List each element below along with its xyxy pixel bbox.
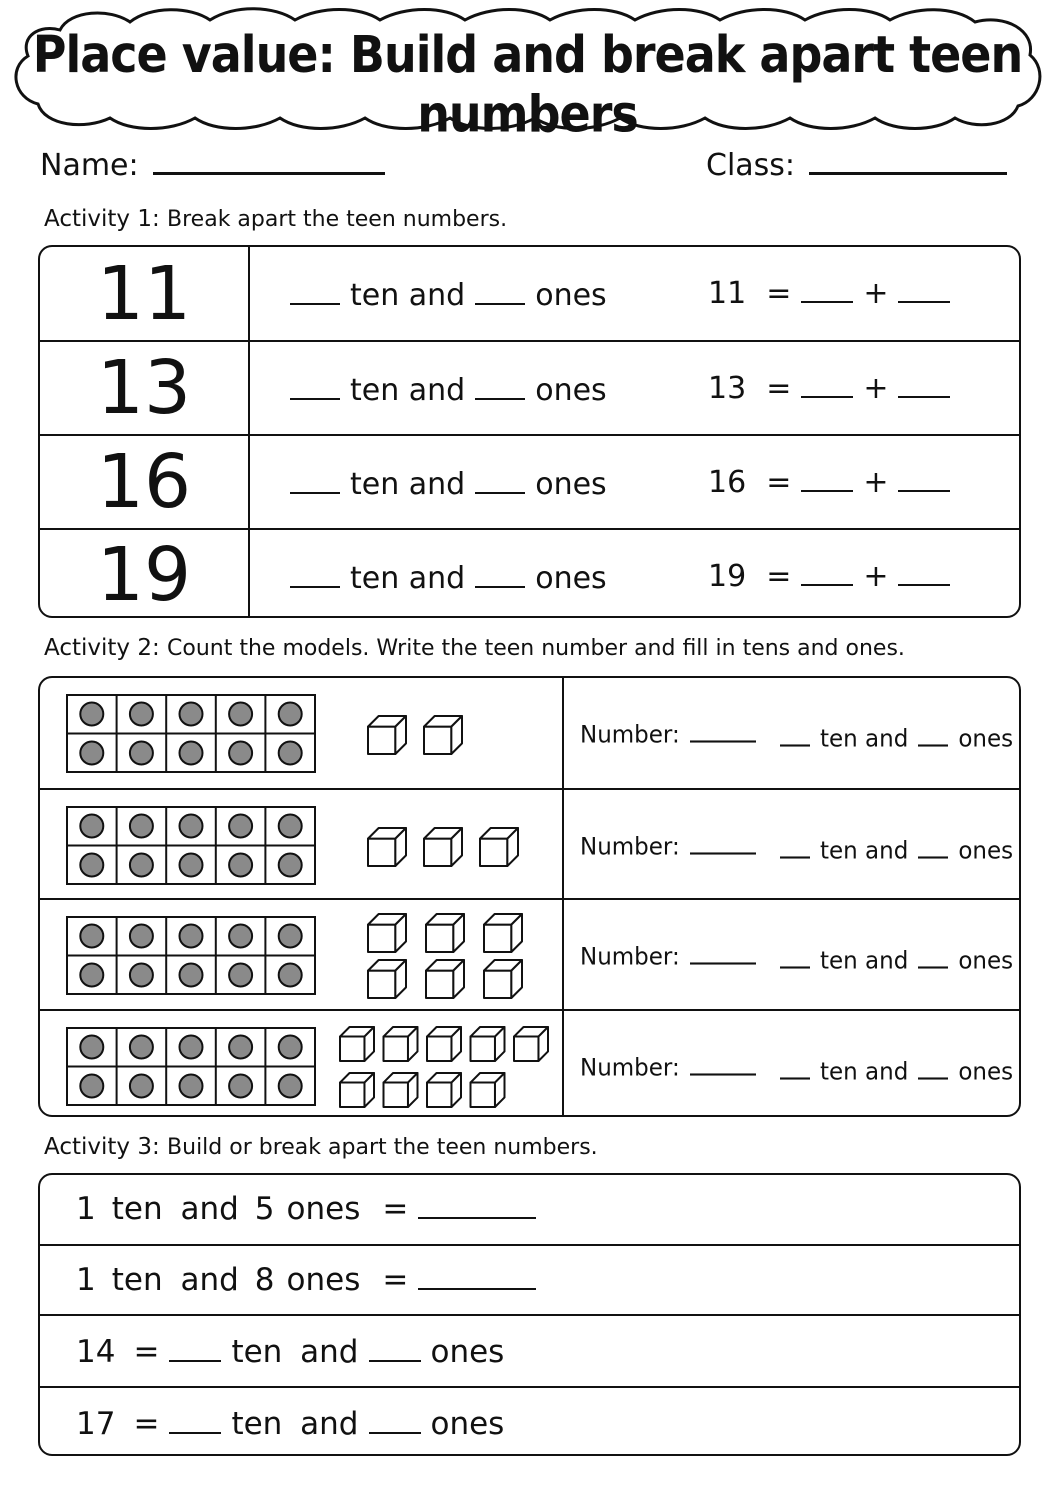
ten-frame (66, 806, 316, 886)
ones-text: ones (286, 1191, 361, 1227)
ones-value: 8 (254, 1262, 275, 1298)
tens-blank[interactable] (780, 939, 810, 968)
counter-dot (180, 1036, 203, 1059)
sentence (76, 1406, 504, 1442)
activity3-row (40, 1175, 1019, 1244)
ones-text: ones (286, 1262, 361, 1298)
unit-cube (368, 960, 406, 998)
unit-cube (340, 1027, 374, 1061)
counter-dot (80, 964, 103, 987)
plus-sign: + (863, 559, 889, 594)
counter-dot (229, 964, 252, 987)
activity1-label: Activity 1: (44, 206, 160, 232)
activity2-row (40, 678, 1019, 788)
column-divider (562, 900, 564, 1009)
ten-and-text: ten and (820, 1058, 909, 1086)
tens-blank[interactable] (780, 829, 810, 858)
column-divider (562, 1011, 564, 1117)
unit-cube (426, 914, 464, 952)
counter-dot (180, 964, 203, 987)
addend-blank[interactable] (801, 370, 853, 398)
ten-frame (66, 694, 316, 774)
number-label: Number: (580, 943, 680, 971)
counter-dot (130, 1075, 153, 1098)
counter-dot (279, 815, 302, 838)
ten-and-text: ten and (111, 1191, 239, 1227)
tens-blank[interactable] (290, 277, 340, 305)
activity3-row (40, 1314, 1019, 1386)
ones-value: 5 (254, 1191, 275, 1227)
ones-blank[interactable] (918, 939, 948, 968)
tens-blank[interactable] (290, 372, 340, 400)
ones-blank[interactable] (918, 829, 948, 858)
activity1-row (40, 434, 1019, 528)
counter-dot (229, 854, 252, 877)
ten-ones-sentence (280, 277, 607, 313)
counter-dot (279, 742, 302, 765)
activity1-heading (44, 206, 507, 232)
ten-ones-sentence (770, 717, 1013, 753)
number-blank[interactable] (690, 935, 756, 964)
ten-ones-sentence (770, 1050, 1013, 1086)
name-label: Name: (40, 148, 139, 183)
teen-number: 19 (40, 530, 250, 618)
unit-cube (384, 1073, 418, 1107)
column-divider (562, 678, 564, 788)
activity3-row (40, 1244, 1019, 1314)
counter-dot (130, 1036, 153, 1059)
counter-dot (80, 815, 103, 838)
unit-cube (368, 828, 406, 866)
tens-blank[interactable] (780, 1050, 810, 1079)
ones-blank[interactable] (475, 372, 525, 400)
ones-text: ones (535, 373, 607, 408)
addend-blank[interactable] (898, 464, 950, 492)
plus-sign: + (863, 276, 889, 311)
unit-cube (471, 1027, 505, 1061)
equation-number: 13 (708, 371, 747, 406)
equals-sign: = (766, 465, 792, 500)
cube-group (366, 714, 536, 764)
tens-blank[interactable] (290, 560, 340, 588)
ten-and-text: ten and (820, 725, 909, 753)
activity2-heading (44, 635, 905, 661)
page-title: Place value: Build and break apart teen numbers (32, 24, 1023, 144)
unit-cube (427, 1073, 461, 1107)
unit-cube (426, 960, 464, 998)
equals-sign: = (766, 276, 792, 311)
cube-group (338, 1025, 553, 1115)
sentence (76, 1191, 546, 1227)
number-blank[interactable] (690, 1046, 756, 1075)
unit-cube (340, 1073, 374, 1107)
equals-sign: = (133, 1406, 160, 1442)
addend-blank[interactable] (801, 464, 853, 492)
counter-dot (130, 742, 153, 765)
counter-dot (279, 1036, 302, 1059)
ones-text: ones (958, 1058, 1014, 1086)
activity2-instruction: Count the models. Write the teen number and fill in tens and ones. (167, 636, 905, 661)
counter-dot (180, 854, 203, 877)
ones-text: ones (958, 725, 1014, 753)
name-line (40, 142, 385, 183)
equation-number: 16 (708, 465, 747, 500)
cube-group (366, 912, 536, 1002)
addend-blank[interactable] (898, 370, 950, 398)
number-label: Number: (580, 833, 680, 861)
ten-frame (66, 1027, 316, 1107)
ten-and-text: ten and (231, 1334, 359, 1370)
ones-text: ones (430, 1406, 505, 1442)
counter-dot (130, 964, 153, 987)
counter-dot (279, 854, 302, 877)
addend-blank[interactable] (898, 558, 950, 586)
tens-blank[interactable] (169, 1406, 221, 1434)
counter-dot (80, 854, 103, 877)
addition-sentence (708, 558, 960, 594)
addition-sentence (708, 370, 960, 406)
counter-dot (180, 925, 203, 948)
tens-value: 1 (76, 1191, 96, 1227)
counter-dot (180, 703, 203, 726)
counter-dot (80, 925, 103, 948)
equation-number: 11 (708, 276, 747, 311)
activity3-heading (44, 1134, 598, 1160)
counter-dot (229, 703, 252, 726)
counter-dot (80, 1075, 103, 1098)
plus-sign: + (863, 371, 889, 406)
column-divider (562, 790, 564, 898)
counter-dot (229, 925, 252, 948)
unit-cube (484, 914, 522, 952)
activity1-table (38, 245, 1021, 618)
counter-dot (130, 925, 153, 948)
counter-dot (180, 815, 203, 838)
counter-dot (229, 742, 252, 765)
ones-text: ones (958, 947, 1014, 975)
counter-dot (279, 703, 302, 726)
name-field[interactable] (153, 142, 385, 175)
ten-and-text: ten and (350, 467, 466, 502)
number-answer (580, 713, 766, 749)
ten-and-text: ten and (350, 561, 466, 596)
counter-dot (229, 1075, 252, 1098)
counter-dot (80, 742, 103, 765)
unit-cube (384, 1027, 418, 1061)
activity2-label: Activity 2: (44, 635, 160, 661)
addend-blank[interactable] (801, 558, 853, 586)
tens-value: 1 (76, 1262, 96, 1298)
number-answer (580, 1046, 766, 1082)
activity1-row (40, 247, 1019, 340)
counter-dot (229, 815, 252, 838)
class-line (706, 142, 1007, 183)
teen-number: 13 (40, 342, 250, 434)
counter-dot (180, 1075, 203, 1098)
addend-blank[interactable] (898, 275, 950, 303)
unit-cube (484, 960, 522, 998)
number-answer (580, 825, 766, 861)
ones-blank[interactable] (369, 1406, 421, 1434)
teen-number: 16 (40, 436, 250, 528)
activity3-instruction: Build or break apart the teen numbers. (167, 1135, 598, 1160)
counter-dot (80, 1036, 103, 1059)
counter-dot (130, 854, 153, 877)
ones-blank[interactable] (369, 1334, 421, 1362)
sentence (76, 1262, 546, 1298)
unit-cube (368, 716, 406, 754)
equals-sign: = (382, 1262, 409, 1298)
teen-number: 14 (76, 1334, 116, 1370)
activity3-row (40, 1386, 1019, 1453)
ones-text: ones (535, 561, 607, 596)
tens-blank[interactable] (169, 1334, 221, 1362)
ones-blank[interactable] (918, 717, 948, 746)
plus-sign: + (863, 465, 889, 500)
activity2-row (40, 898, 1019, 1009)
unit-cube (424, 828, 462, 866)
number-blank[interactable] (690, 713, 756, 742)
equals-sign: = (766, 559, 792, 594)
activity1-instruction: Break apart the teen numbers. (167, 207, 508, 232)
ones-text: ones (535, 467, 607, 502)
counter-dot (130, 703, 153, 726)
ten-and-text: ten and (350, 373, 466, 408)
counter-dot (229, 1036, 252, 1059)
activity2-row (40, 1009, 1019, 1117)
counter-dot (80, 703, 103, 726)
equation-number: 19 (708, 559, 747, 594)
counter-dot (279, 1075, 302, 1098)
unit-cube (427, 1027, 461, 1061)
ones-text: ones (535, 278, 607, 313)
ones-blank[interactable] (918, 1050, 948, 1079)
counter-dot (180, 742, 203, 765)
ten-and-text: ten and (231, 1406, 359, 1442)
counter-dot (279, 964, 302, 987)
number-label: Number: (580, 721, 680, 749)
ones-blank[interactable] (475, 277, 525, 305)
ten-ones-sentence (280, 560, 607, 596)
unit-cube (368, 914, 406, 952)
number-blank[interactable] (690, 825, 756, 854)
addition-sentence (708, 464, 960, 500)
ones-text: ones (958, 837, 1014, 865)
sentence (76, 1334, 504, 1370)
cube-group (366, 826, 536, 876)
ten-ones-sentence (770, 829, 1013, 865)
ten-frame (66, 916, 316, 996)
unit-cube (514, 1027, 548, 1061)
class-field[interactable] (809, 142, 1007, 175)
ones-blank[interactable] (475, 560, 525, 588)
counter-dot (279, 925, 302, 948)
number-label: Number: (580, 1054, 680, 1082)
tens-blank[interactable] (290, 466, 340, 494)
equals-sign: = (133, 1334, 160, 1370)
counter-dot (130, 815, 153, 838)
activity3-label: Activity 3: (44, 1134, 160, 1160)
activity1-row (40, 528, 1019, 618)
activity2-row (40, 788, 1019, 898)
addend-blank[interactable] (801, 275, 853, 303)
activity2-table (38, 676, 1021, 1117)
activity3-table (38, 1173, 1021, 1456)
class-label: Class: (706, 148, 796, 183)
teen-number: 11 (40, 247, 250, 340)
ten-ones-sentence (770, 939, 1013, 975)
tens-blank[interactable] (780, 717, 810, 746)
ten-and-text: ten and (820, 947, 909, 975)
addition-sentence (708, 275, 960, 311)
number-answer (580, 935, 766, 971)
equals-sign: = (382, 1191, 409, 1227)
teen-number: 17 (76, 1406, 116, 1442)
unit-cube (480, 828, 518, 866)
activity1-row (40, 340, 1019, 434)
answer-blank[interactable] (418, 1191, 536, 1219)
ten-and-text: ten and (111, 1262, 239, 1298)
ten-ones-sentence (280, 466, 607, 502)
ten-ones-sentence (280, 372, 607, 408)
ten-and-text: ten and (350, 278, 466, 313)
ones-blank[interactable] (475, 466, 525, 494)
unit-cube (471, 1073, 505, 1107)
equals-sign: = (766, 371, 792, 406)
answer-blank[interactable] (418, 1262, 536, 1290)
ten-and-text: ten and (820, 837, 909, 865)
ones-text: ones (430, 1334, 505, 1370)
unit-cube (424, 716, 462, 754)
